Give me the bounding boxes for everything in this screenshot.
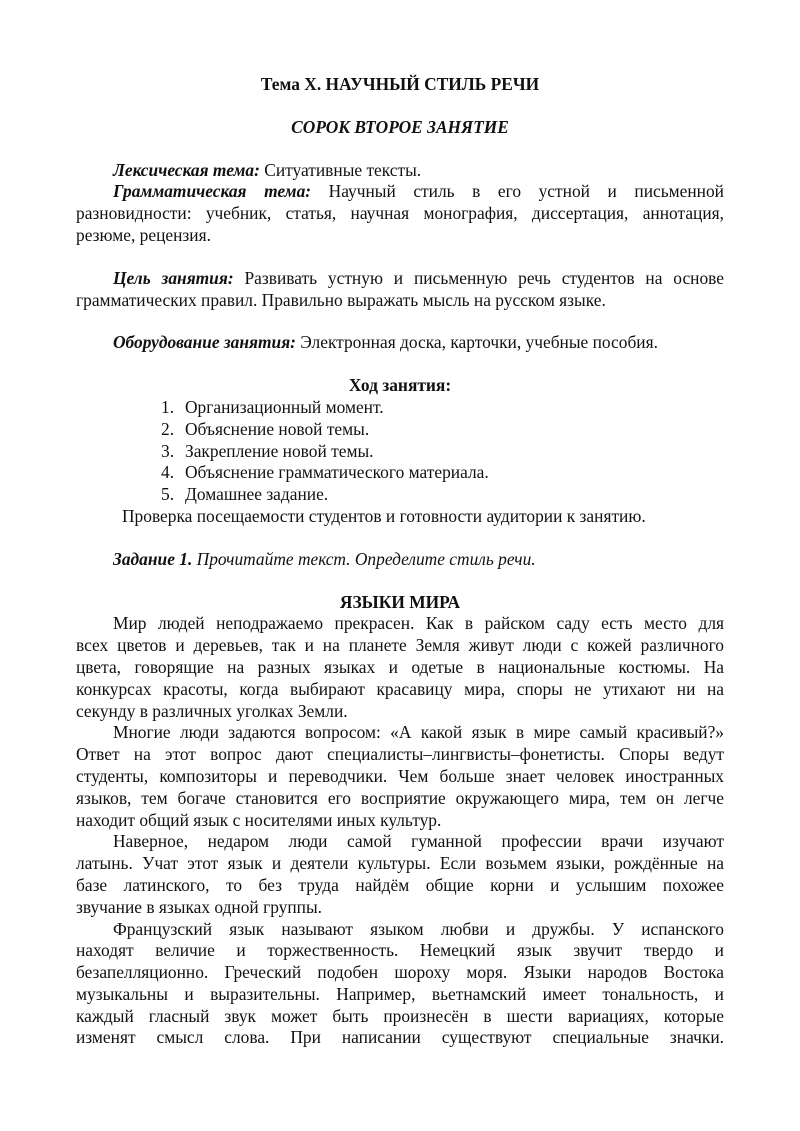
article-p1-line: секунду в различных уголках Земли.	[76, 700, 348, 721]
list-item-number: 3.	[161, 440, 175, 461]
goal-text-1: Развивать устную и письменную речь студентов на основе	[233, 267, 724, 288]
lexical-label: Лексическая тема:	[113, 159, 260, 180]
task-1-text: Прочитайте текст. Определите стиль речи.	[192, 548, 536, 569]
article-p4-line: Французский язык называют языком любви и дружбы. У испанского	[113, 918, 724, 939]
article-p1-line: всех цветов и деревьев, так и на планете Земля живут люди с кожей различного	[76, 635, 724, 656]
grammar-topic-line1	[76, 181, 724, 203]
list-item-text: Закрепление новой темы.	[185, 440, 374, 461]
grammar-topic-line3: резюме, рецензия.	[76, 224, 211, 245]
list-item	[76, 419, 724, 441]
list-item-text: Организационный момент.	[185, 396, 384, 417]
article-p3-line: латынь. Учат этот язык и деятели культуры. Если возьмем языки, рождённые на	[76, 853, 724, 874]
article-p2-line: Ответ на этот вопрос дают специалисты–лингвисты–фонетисты. Споры ведут	[76, 744, 724, 765]
article-p3-line: звучание в языках одной группы.	[76, 896, 323, 917]
list-item-text: Объяснение грамматического материала.	[185, 462, 489, 483]
list-item	[76, 462, 724, 484]
list-item-number: 5.	[161, 484, 175, 505]
grammar-label: Грамматическая тема:	[113, 181, 312, 202]
lesson-subtitle: СОРОК ВТОРОЕ ЗАНЯТИЕ	[291, 116, 509, 137]
article-p2-line: языков, тем богаче становится его восприятие окружающего мира, тем он легче	[76, 787, 724, 808]
list-item	[76, 441, 724, 463]
list-item	[76, 397, 724, 419]
equipment	[76, 332, 724, 354]
attendance-check: Проверка посещаемости студентов и готовности аудитории к занятию.	[122, 505, 646, 526]
equipment-text: Электронная доска, карточки, учебные пособия.	[295, 332, 658, 353]
page-title: Тема Х. НАУЧНЫЙ СТИЛЬ РЕЧИ	[260, 74, 540, 94]
lexical-topic	[76, 160, 724, 182]
article-p4-line: безапелляционно. Греческий подобен шороху моря. Языки народов Востока	[76, 962, 724, 983]
article-p4-line: каждый гласный звук может быть произнесён в шести вариациях, которые	[76, 1005, 724, 1026]
grammar-text-1: Научный стиль в его устной и письменной	[311, 181, 724, 202]
document-page	[76, 74, 724, 1049]
article-p1-line: конкурсах красоты, когда выбирают красавицу мира, споры не утихают ни на	[76, 678, 724, 699]
article-p2-line: Многие люди задаются вопросом: «А какой язык в мире самый красивый?»	[113, 722, 724, 743]
goal-line1	[76, 268, 724, 290]
article-p1-line: цвета, говорящие на разных языках и одетые в национальные костюмы. На	[76, 656, 724, 677]
lexical-text: Ситуативные тексты.	[259, 159, 422, 180]
list-item-number: 4.	[161, 462, 175, 483]
procedure-list	[76, 397, 724, 506]
article-p3-line: Наверное, недаром люди самой гуманной профессии врачи изучают	[113, 831, 724, 852]
list-item-text: Объяснение новой темы.	[185, 418, 370, 439]
list-item-number: 2.	[161, 418, 175, 439]
list-item	[76, 484, 724, 506]
article-p1-line: Мир людей неподражаемо прекрасен. Как в райском саду есть место для	[113, 613, 724, 634]
procedure-heading: Ход занятия:	[348, 375, 452, 396]
article-p2-line: находит общий язык с носителями иных культур.	[76, 809, 442, 830]
article-p4-line: изменят смысл слова. При написании существуют специальные значки.	[76, 1027, 724, 1048]
article-p4-line: музыкальны и выразительны. Например, вьетнамский имеет тональность, и	[76, 983, 724, 1004]
list-item-text: Домашнее задание.	[185, 484, 329, 505]
task-1-label: Задание 1.	[113, 548, 193, 569]
grammar-topic-line2: разновидности: учебник, статья, научная монография, диссертация, аннотация,	[76, 203, 724, 224]
article-p2-line: студенты, композиторы и переводчики. Чем больше знает человек иностранных	[76, 765, 724, 786]
article-p4-line: находят величие и торжественность. Немецкий язык звучит твердо и	[76, 940, 724, 961]
equipment-label: Оборудование занятия:	[113, 332, 296, 353]
article-p3-line: базе латинского, то без труда найдём общие корни и услышим похожее	[76, 874, 724, 895]
article-title: ЯЗЫКИ МИРА	[339, 591, 461, 612]
goal-label: Цель занятия:	[113, 267, 234, 288]
goal-line2: грамматических правил. Правильно выражать мысль на русском языке.	[76, 289, 606, 310]
task-1	[76, 549, 724, 571]
list-item-number: 1.	[161, 396, 175, 417]
